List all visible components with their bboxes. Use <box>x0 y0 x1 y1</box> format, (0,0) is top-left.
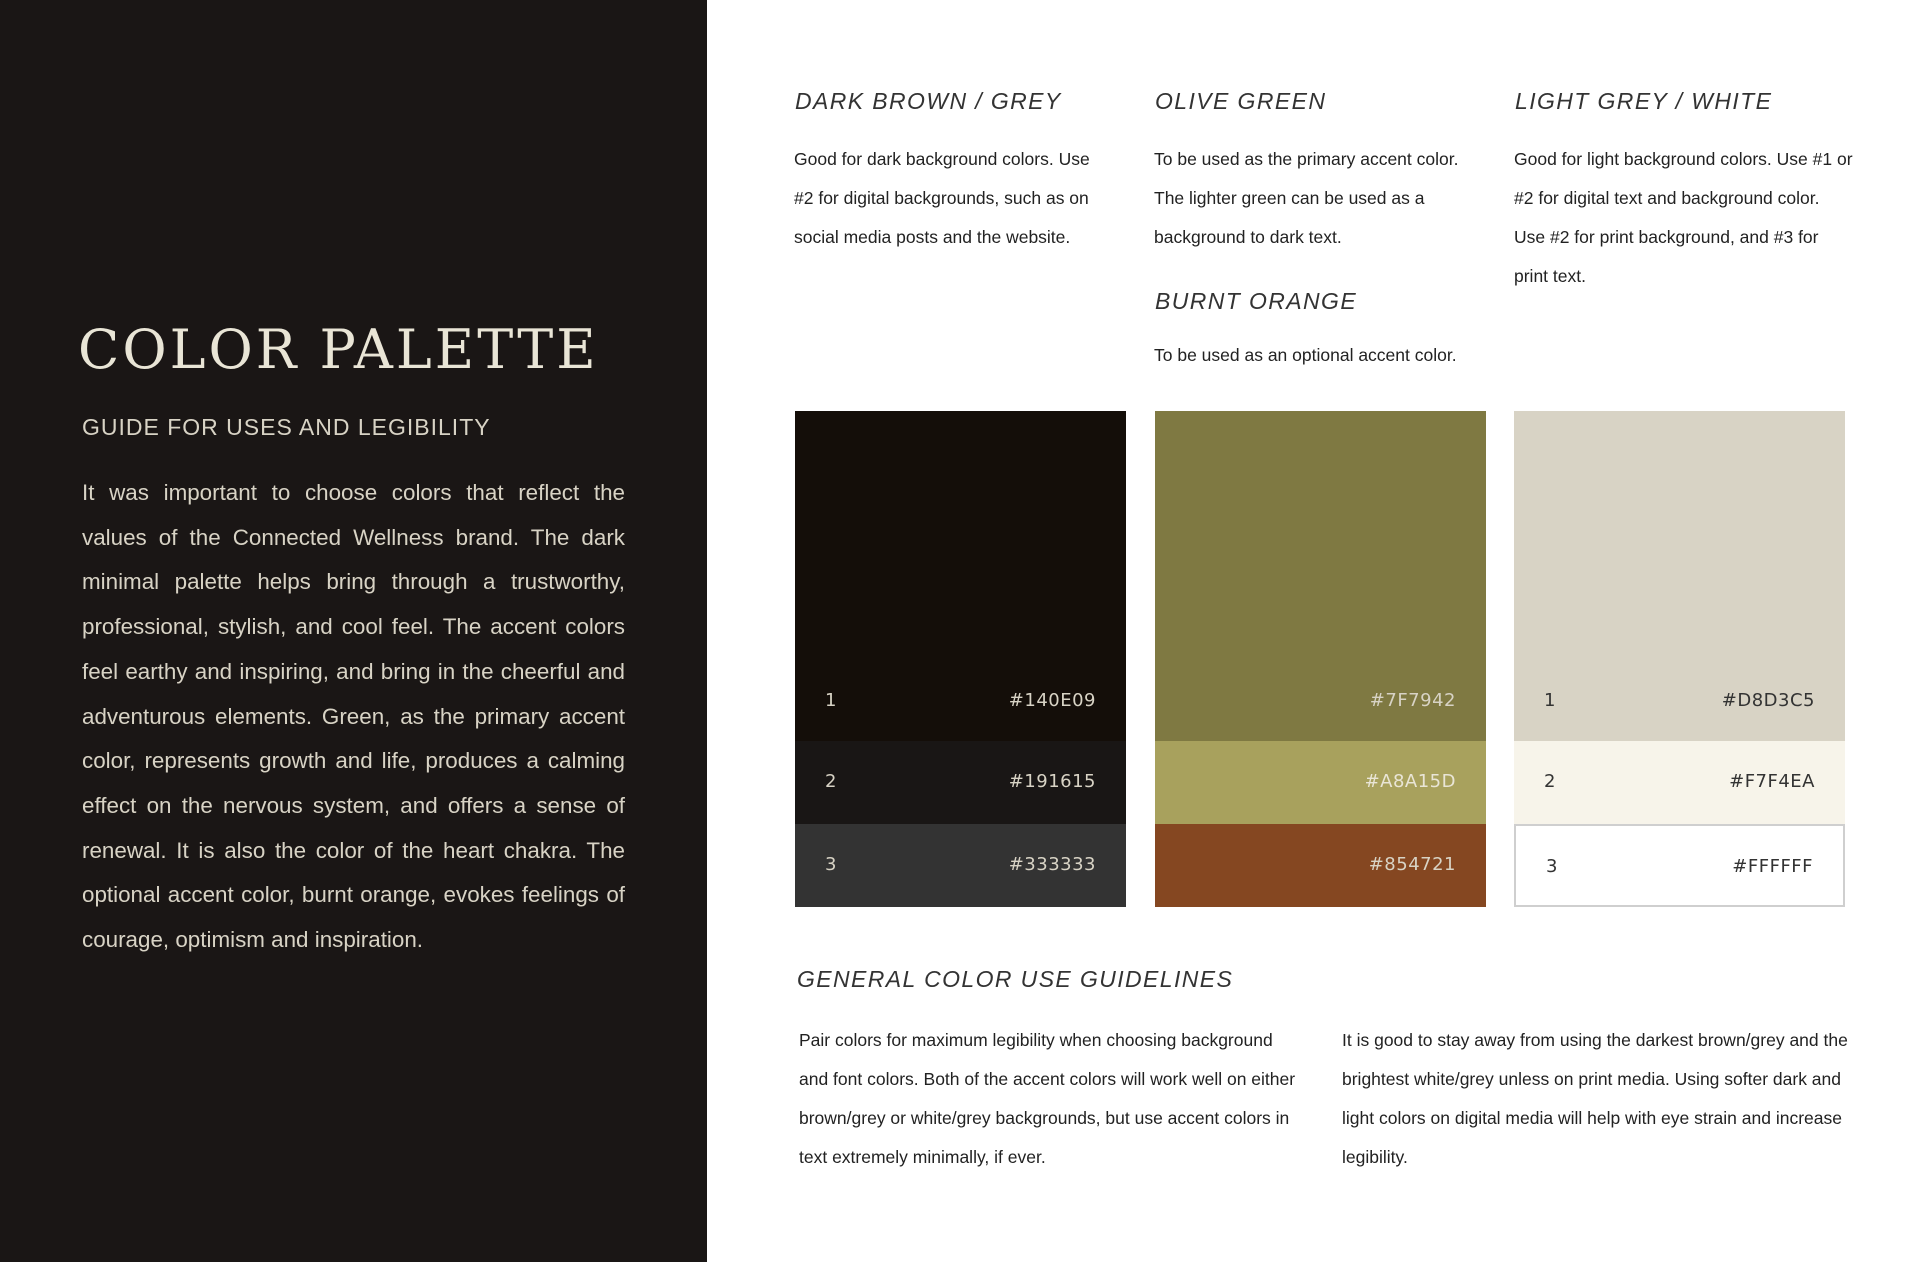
light-palette <box>1514 411 1845 907</box>
olive-description: To be used as the primary accent color. The lighter green can be used as a background to dark text. <box>1154 149 1459 247</box>
guidelines-heading: GENERAL COLOR USE GUIDELINES <box>797 966 1234 992</box>
dark-description: Good for dark background colors. Use #2 for digital backgrounds, such as on social media posts and the website. <box>794 149 1090 247</box>
swatch-hex: #140E09 <box>1008 690 1096 711</box>
swatch-hex: #FFFFFF <box>1732 856 1813 877</box>
swatch-hex: #333333 <box>1008 854 1096 875</box>
guidelines-right-text: It is good to stay away from using the darkest brown/grey and the brightest white/grey unless on print media. Using softer dark and light colors on digital media will help with eye strain and increase legibility. <box>1342 1030 1848 1167</box>
light-description: Good for light background colors. Use #1 or #2 for digital text and background color. Use #2 for print background, and #3 for print text. <box>1514 149 1853 286</box>
light-heading: LIGHT GREY / WHITE <box>1515 88 1773 114</box>
orange-description: To be used as an optional accent color. <box>1154 345 1457 365</box>
swatch-number: 2 <box>825 771 837 792</box>
swatch-hex: #191615 <box>1008 771 1096 792</box>
dark-swatch-3 <box>795 824 1126 907</box>
burnt-orange-swatch <box>1155 824 1486 907</box>
light-swatch-1 <box>1514 411 1845 741</box>
swatch-hex: #854721 <box>1368 854 1456 875</box>
light-swatch-3 <box>1514 824 1845 907</box>
swatch-number: 3 <box>1546 856 1558 877</box>
swatch-hex: #7F7942 <box>1369 690 1456 711</box>
swatch-number: 3 <box>825 854 837 875</box>
intro-paragraph: It was important to choose colors that reflect the values of the Connected Wellness brand. The dark minimal palette helps bring through a trustworthy, professional, stylish, and cool feel. The accent colors feel earthy and inspiring, and bring in the cheerful and adventurous elements. Green, as the primary accent color, represents growth and life, produces a calming effect on the nervous system, and offers a sense of renewal. It is also the color of the heart chakra. The optional accent color, burnt orange, evokes feelings of courage, optimism and inspiration. <box>82 480 625 953</box>
olive-green-swatch <box>1155 411 1486 741</box>
accent-palette <box>1155 411 1486 907</box>
orange-heading: BURNT ORANGE <box>1155 288 1358 314</box>
swatch-hex: #A8A15D <box>1364 771 1456 792</box>
dark-heading: DARK BROWN / GREY <box>795 88 1062 114</box>
page-subtitle: GUIDE FOR USES AND LEGIBILITY <box>82 414 491 440</box>
swatch-hex: #F7F4EA <box>1729 771 1815 792</box>
swatch-number: 2 <box>1544 771 1556 792</box>
swatch-number: 1 <box>825 690 837 711</box>
swatch-number: 1 <box>1544 690 1556 711</box>
intro-panel <box>0 0 707 1262</box>
dark-swatch-2 <box>795 741 1126 824</box>
dark-swatch-1 <box>795 411 1126 741</box>
light-swatch-2 <box>1514 741 1845 824</box>
dark-palette <box>795 411 1126 907</box>
page-title: COLOR PALETTE <box>78 318 599 381</box>
guidelines-left-text: Pair colors for maximum legibility when choosing background and font colors. Both of the accent colors will work well on either brown/grey or white/grey backgrounds, but use accent colors in text extremely minimally, if ever. <box>799 1030 1296 1167</box>
light-olive-swatch <box>1155 741 1486 824</box>
swatch-hex: #D8D3C5 <box>1721 690 1815 711</box>
olive-heading: OLIVE GREEN <box>1155 88 1327 114</box>
